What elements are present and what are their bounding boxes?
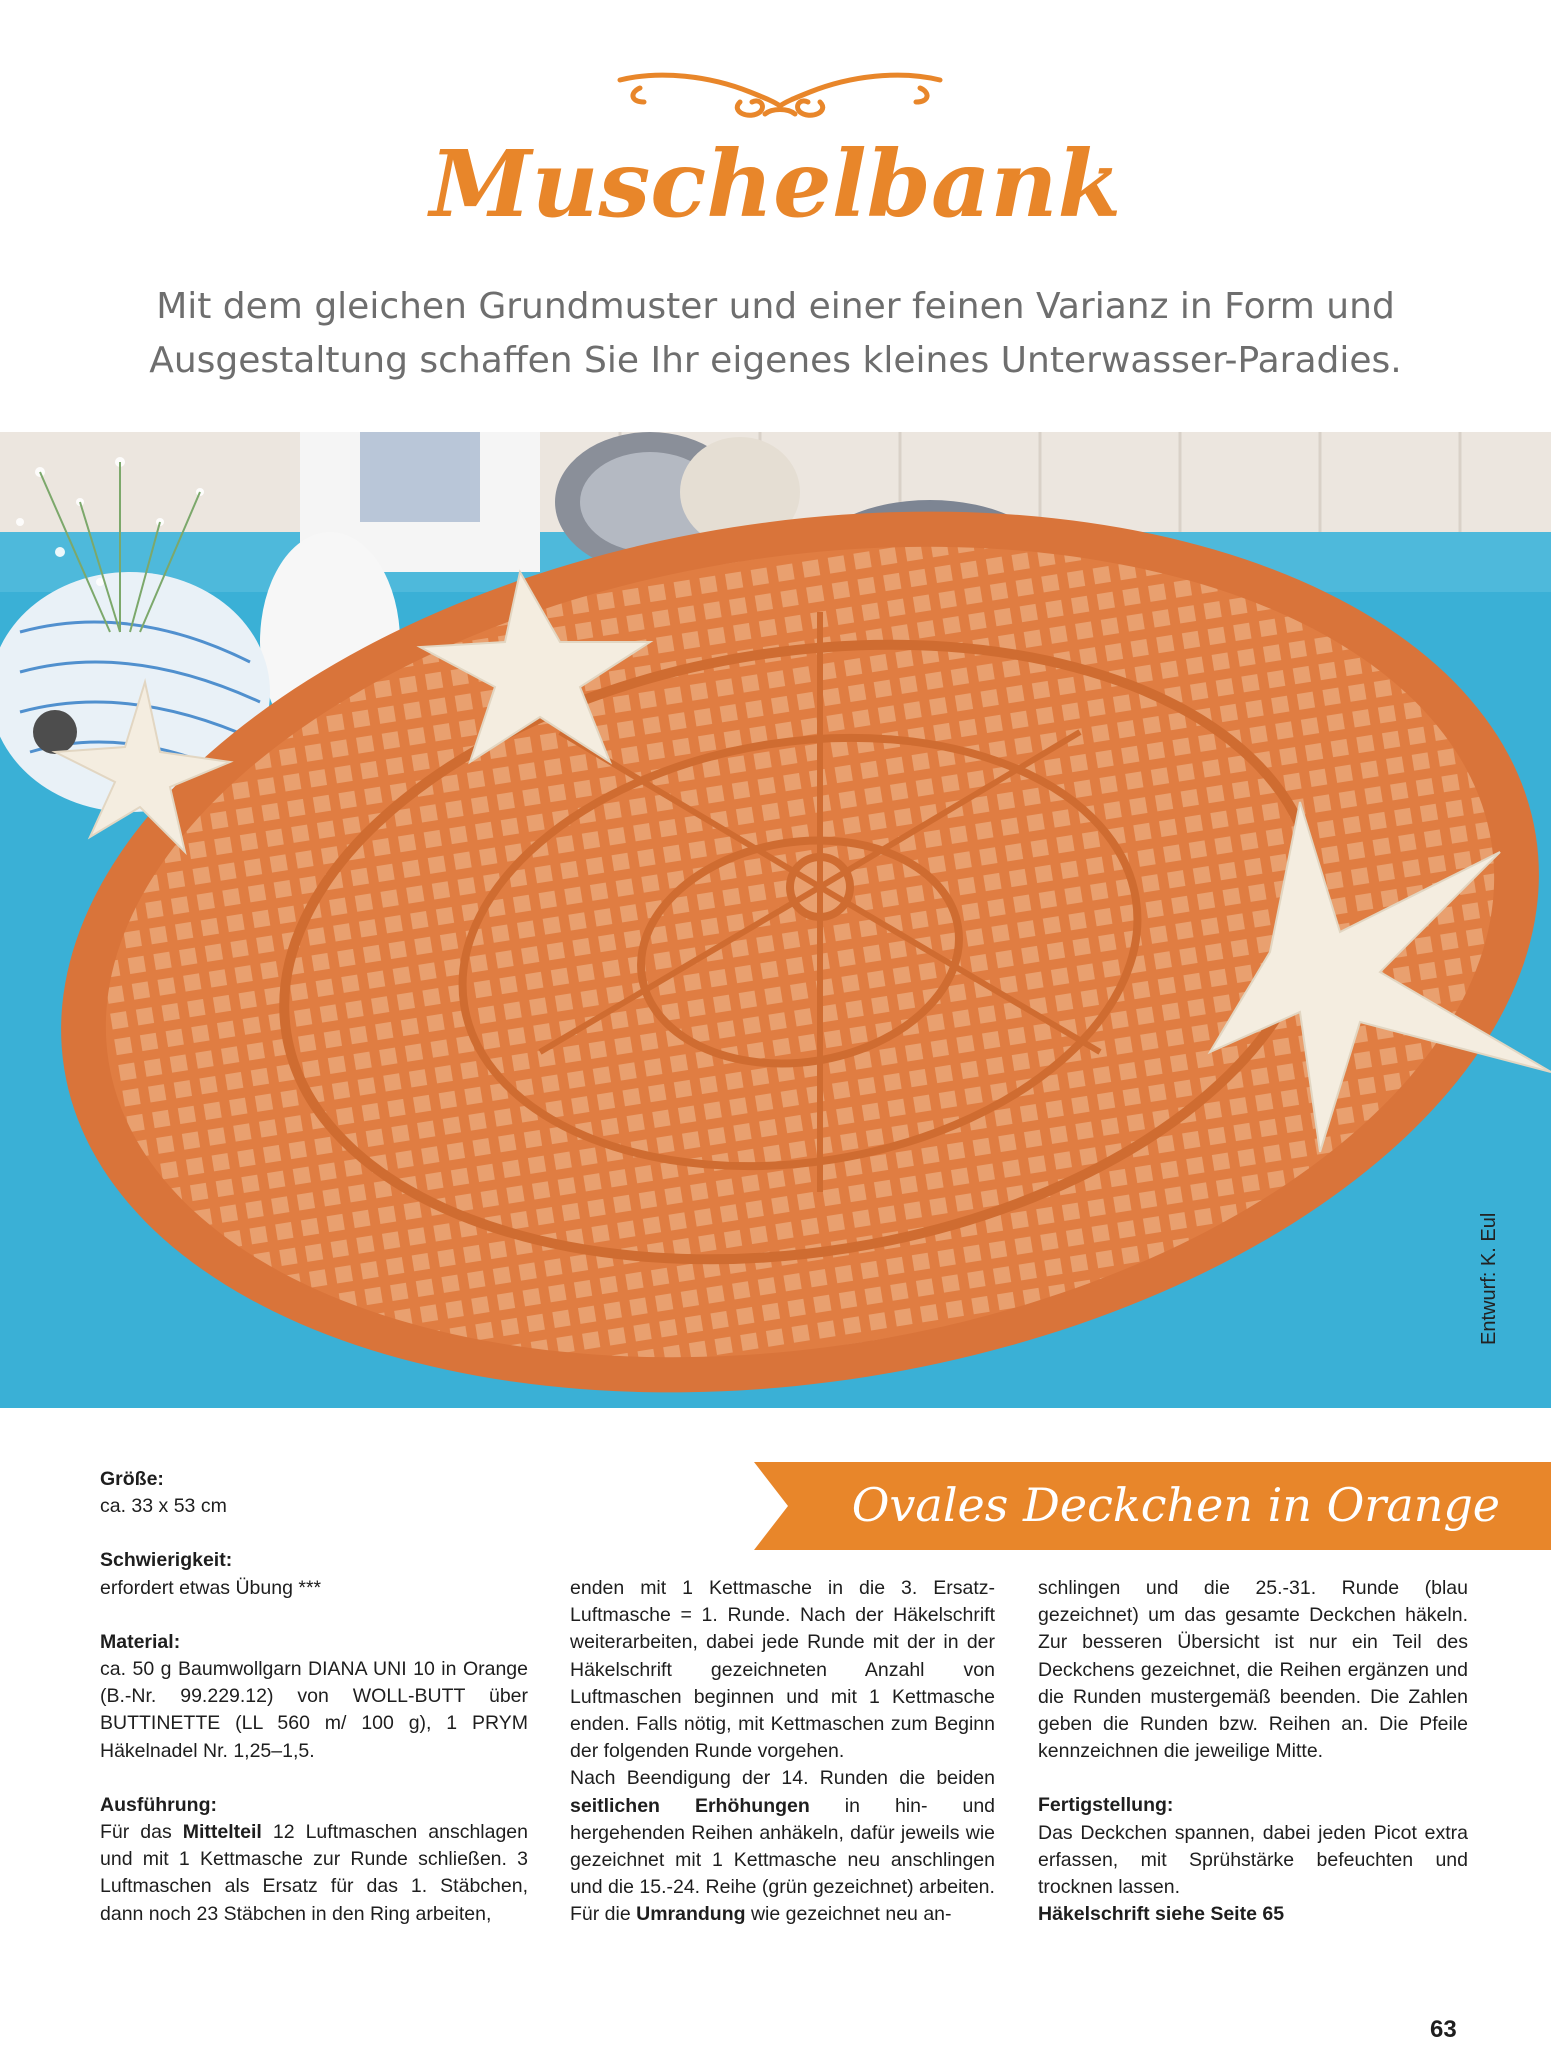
execution-heading: Ausführung: bbox=[100, 1793, 217, 1816]
column-3 bbox=[1038, 1575, 1468, 1928]
subtitle-line-1: Mit dem gleichen Grundmuster und einer feinen Varianz in Form und bbox=[156, 286, 1395, 327]
side-keyword: seitlichen Erhöhungen bbox=[570, 1794, 810, 1817]
finishing-heading: Fertigstellung: bbox=[1038, 1794, 1174, 1817]
side-elevations-text bbox=[570, 1765, 995, 1901]
difficulty-text: erfordert etwas Übung *** bbox=[100, 1576, 322, 1599]
chart-reference: Häkelschrift siehe Seite 65 bbox=[1038, 1903, 1285, 1926]
column-1 bbox=[100, 1466, 528, 1928]
size-text: ca. 33 x 53 cm bbox=[100, 1495, 227, 1518]
border-text-end: wie gezeichnet neu an- bbox=[745, 1903, 952, 1926]
title-ornament bbox=[600, 62, 960, 122]
design-credit: Entwurf: K. Eul bbox=[1478, 1212, 1500, 1345]
border-keyword: Umrandung bbox=[636, 1903, 746, 1926]
page-title: Muschelbank bbox=[429, 130, 1122, 238]
continuation-text: schlingen und die 25.-31. Runde (blau gezeichnet) um das gesamte Deckchen häkeln. Zur besseren Übersicht ist nur ein Teil des Deckchens gezeichnet, die Reihen ergänzen und die Runden mustergemäß beenden. Die Zahlen geben die Runden bzw. Reihen an. Die Pfeile kennzeichnen die jeweilige Mitte. bbox=[1038, 1577, 1468, 1763]
execution-text-end: 12 Luftmaschen anschlagen und mit 1 Kettmasche zur Runde schließen. 3 Luftmaschen als Ersatz für das 1. Stäbchen, dann noch 23 Stäbchen in den Ring arbeiten, bbox=[100, 1821, 529, 1925]
doily-photo bbox=[0, 432, 1551, 1408]
execution-keyword: Mittelteil bbox=[182, 1821, 262, 1844]
side-text-end: in hin- und hergehenden Reihen anhäkeln, dafür jeweils wie gezeichnet mit 1 Kettmasche neu anschlingen und die 15.-24. Reihe (grün gezeichnet) arbeiten. bbox=[570, 1794, 996, 1899]
size-heading: Größe: bbox=[100, 1468, 164, 1490]
difficulty-heading: Schwierigkeit: bbox=[100, 1549, 233, 1572]
page-number: 63 bbox=[1430, 2016, 1457, 2043]
side-text-start: Nach Beendigung der 14. Runden die beiden bbox=[570, 1767, 995, 1790]
material-heading: Material: bbox=[100, 1630, 181, 1653]
banner-title: Ovales Deckchen in Orange bbox=[851, 1478, 1500, 1532]
border-text bbox=[570, 1901, 995, 1928]
material-text: ca. 50 g Baumwollgarn DIANA UNI 10 in Orange (B.-Nr. 99.229.12) von WOLL-BUTT über BUTTINETTE (LL 560 m/ 100 g), 1 PRYM Häkelnadel Nr. 1,25–1,5. bbox=[100, 1658, 528, 1762]
subtitle-line-2: Ausgestaltung schaffen Sie Ihr eigenes kleines Unterwasser-Paradies. bbox=[149, 340, 1402, 381]
subtitle bbox=[100, 280, 1451, 388]
rounds-text: enden mit 1 Kettmasche in die 3. Ersatz-Luftmasche = 1. Runde. Nach der Häkelschrift weiterarbeiten, dabei jede Runde mit der in der Häkelschrift gezeichneten Anzahl von Luftmaschen beginnen und mit 1 Kettmasche enden. Falls nötig, mit Kettmaschen zum Beginn der folgenden Runde vorgehen. bbox=[570, 1577, 995, 1763]
finishing-text: Das Deckchen spannen, dabei jeden Picot extra erfassen, mit Sprühstärke befeuchten und trocknen lassen. bbox=[1038, 1821, 1468, 1899]
column-2 bbox=[570, 1575, 995, 1929]
border-text-start: Für die bbox=[570, 1903, 637, 1926]
execution-text bbox=[100, 1819, 528, 1928]
execution-text-start: Für das bbox=[100, 1821, 183, 1844]
